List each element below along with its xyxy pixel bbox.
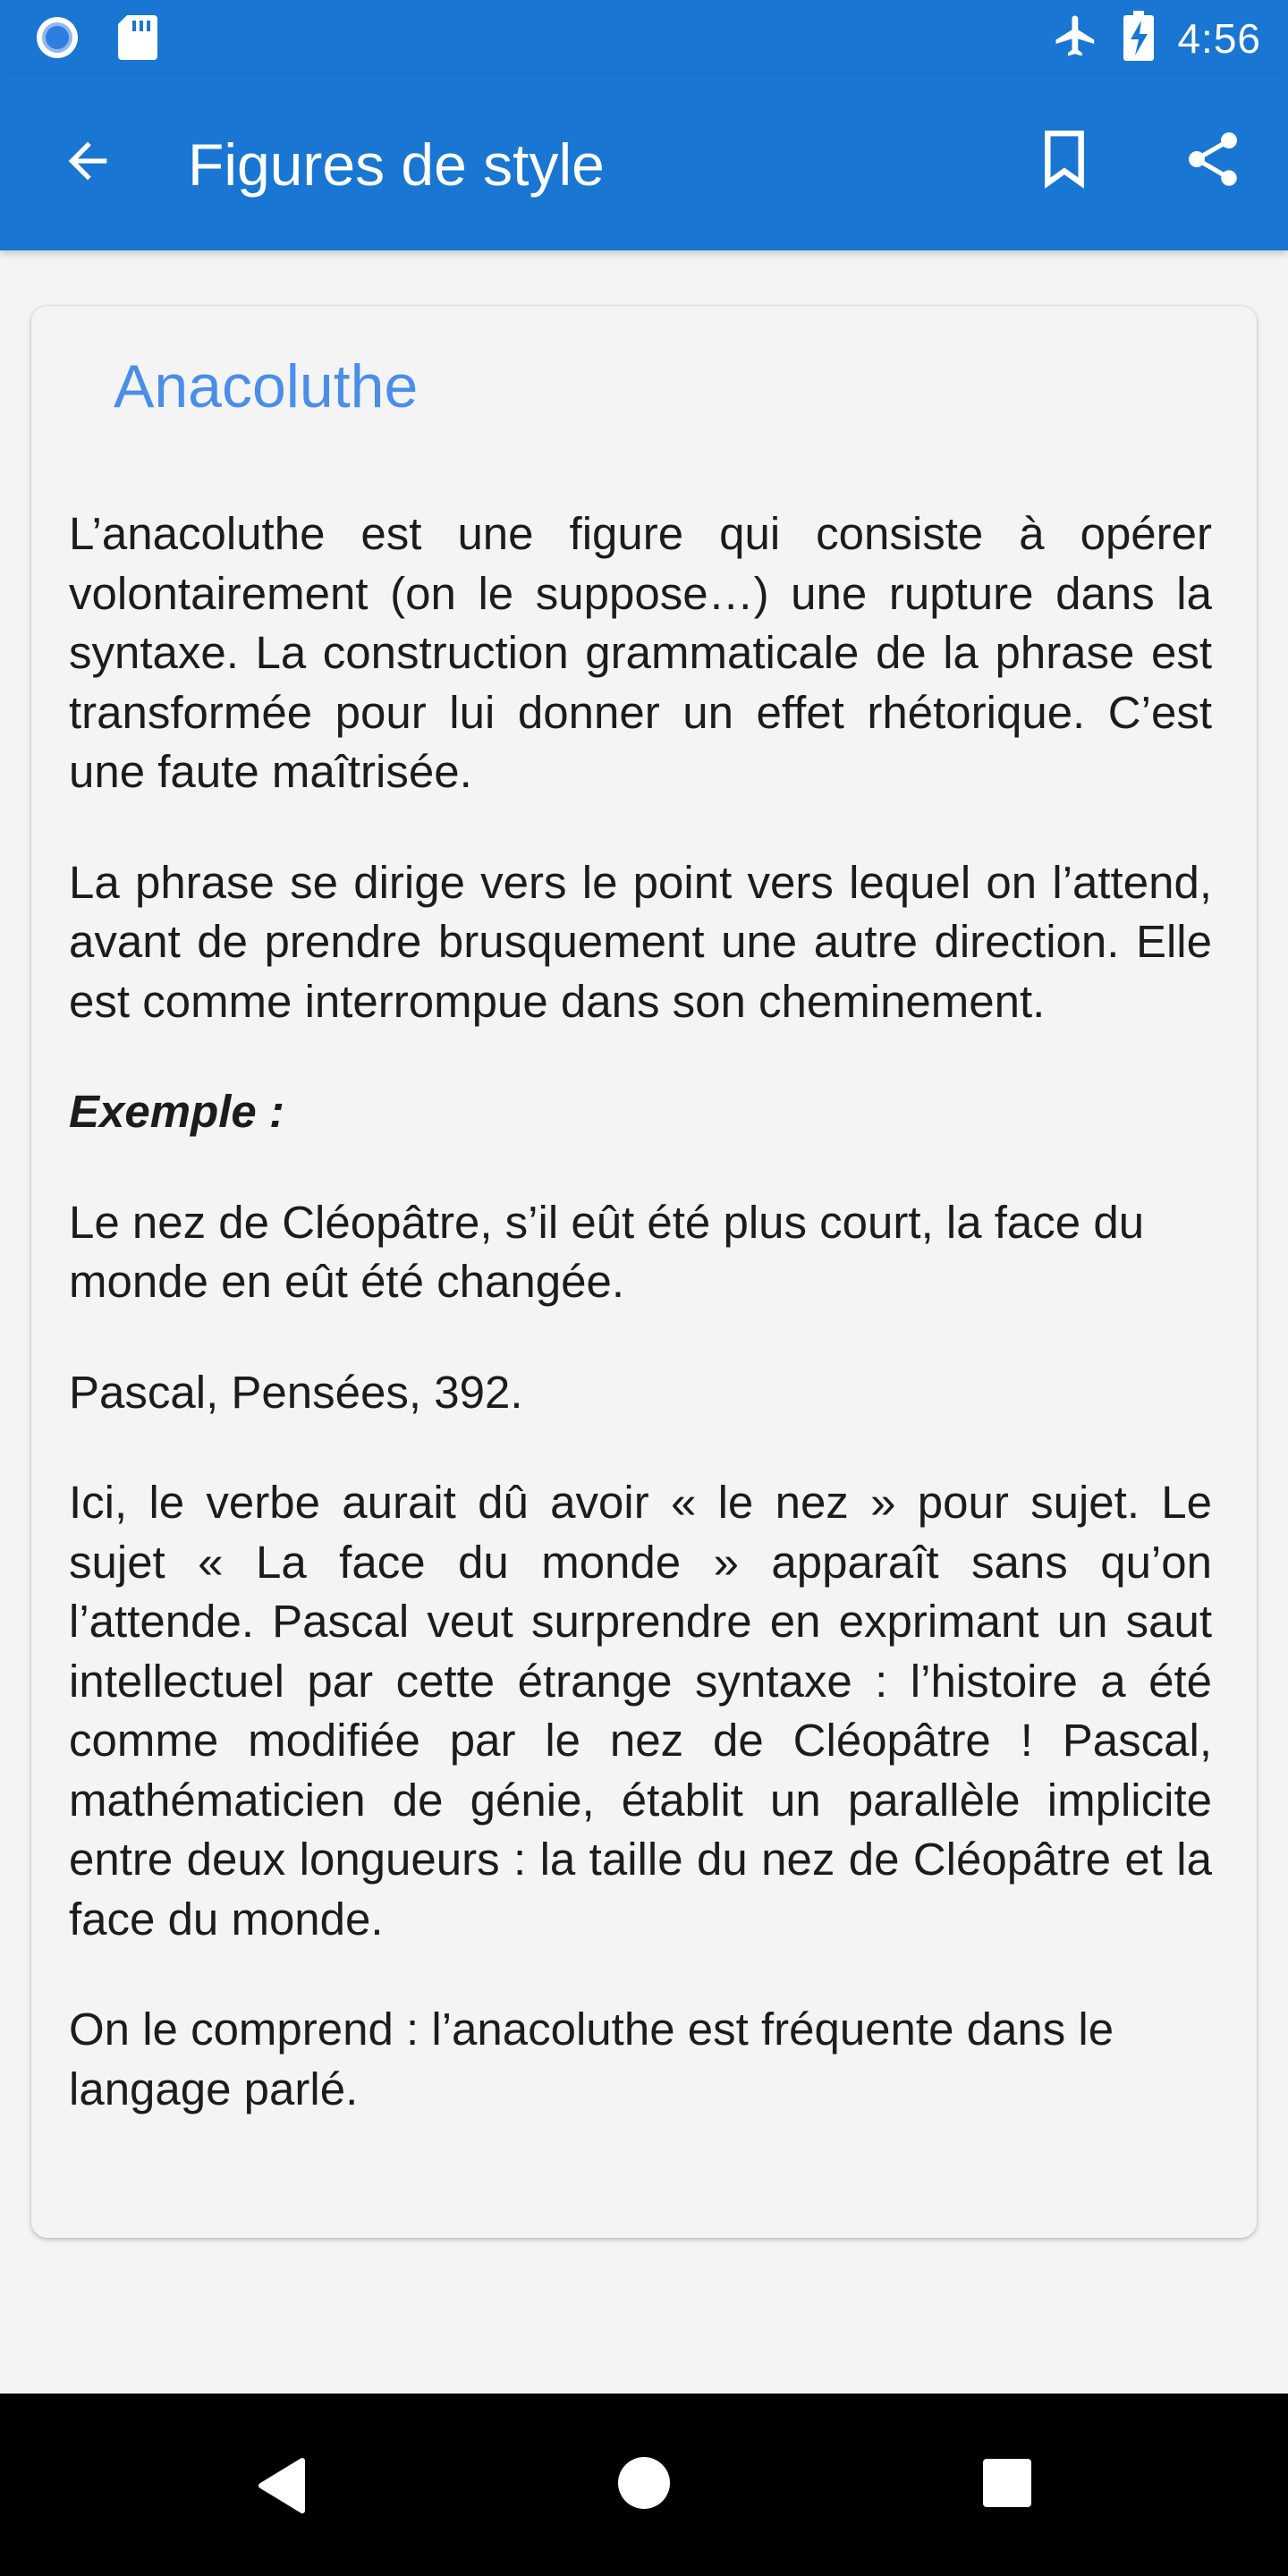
notification-dot-icon [34, 14, 80, 65]
nav-home-icon [617, 2456, 671, 2514]
example-source: Pascal, Pensées, 392. [69, 1366, 523, 1418]
page-title: Figures de style [188, 131, 605, 198]
paragraph-conclusion: On le comprend : l’anacoluthe est fréquente dans le langage parlé. [69, 2004, 1114, 2114]
nav-recents-button[interactable] [979, 2456, 1036, 2513]
status-right-icons [1052, 11, 1261, 65]
share-icon [1181, 127, 1245, 196]
article-body [69, 504, 1212, 2170]
nav-recents-icon [983, 2459, 1031, 2512]
share-button[interactable] [1175, 123, 1250, 199]
nav-back-icon [256, 2457, 308, 2519]
paragraph-definition: L’anacoluthe est une figure qui consiste à opérer volontairement (on le suppose…) une rupture dans la syntaxe. La construction grammaticale de la phrase est transformée pour lui donner un effet rhétorique. C’est une faute maîtrisée. [69, 508, 1212, 797]
navigation-bar [0, 2394, 1288, 2576]
article-title: Anacoluthe [114, 352, 419, 420]
airplane-mode-icon [1052, 12, 1100, 64]
bookmark-icon [1036, 128, 1093, 195]
battery-charging-icon [1123, 11, 1154, 65]
example-label [69, 1082, 1212, 1142]
arrow-back-icon [59, 132, 116, 194]
paragraph-explanation: Ici, le verbe aurait dû avoir « le nez » pour sujet. Le sujet « La face du monde » apparaît sans qu’on l’attende. Pascal veut surprendre en exprimant un saut intellectuel par cette étrange syntaxe : l’histoire a été comme modifiée par le nez de Cléopâtre ! Pascal, mathématicien de génie, établit un parallèle implicite entre deux longueurs : la taille du nez de Cléopâtre et la face du monde. [69, 1477, 1212, 1945]
status-time: 4:56 [1177, 14, 1261, 62]
example-quote: Le nez de Cléopâtre, s’il eût été plus court, la face du monde en eût été changée. [69, 1196, 1145, 1307]
paragraph-description: La phrase se dirige vers le point vers lequel on l’attend, avant de prendre brusquement une autre direction. Elle est comme interrompue dans son cheminement. [69, 856, 1212, 1027]
app-bar [0, 75, 1288, 250]
nav-home-button[interactable] [615, 2456, 673, 2513]
article-card [31, 306, 1257, 2238]
status-left-icons [34, 14, 157, 65]
back-button[interactable] [52, 127, 123, 199]
example-label-text: Exemple : [69, 1086, 284, 1137]
sd-card-icon [118, 15, 157, 64]
nav-back-button[interactable] [250, 2456, 313, 2519]
bookmark-button[interactable] [1027, 123, 1102, 199]
status-bar [0, 0, 1288, 75]
